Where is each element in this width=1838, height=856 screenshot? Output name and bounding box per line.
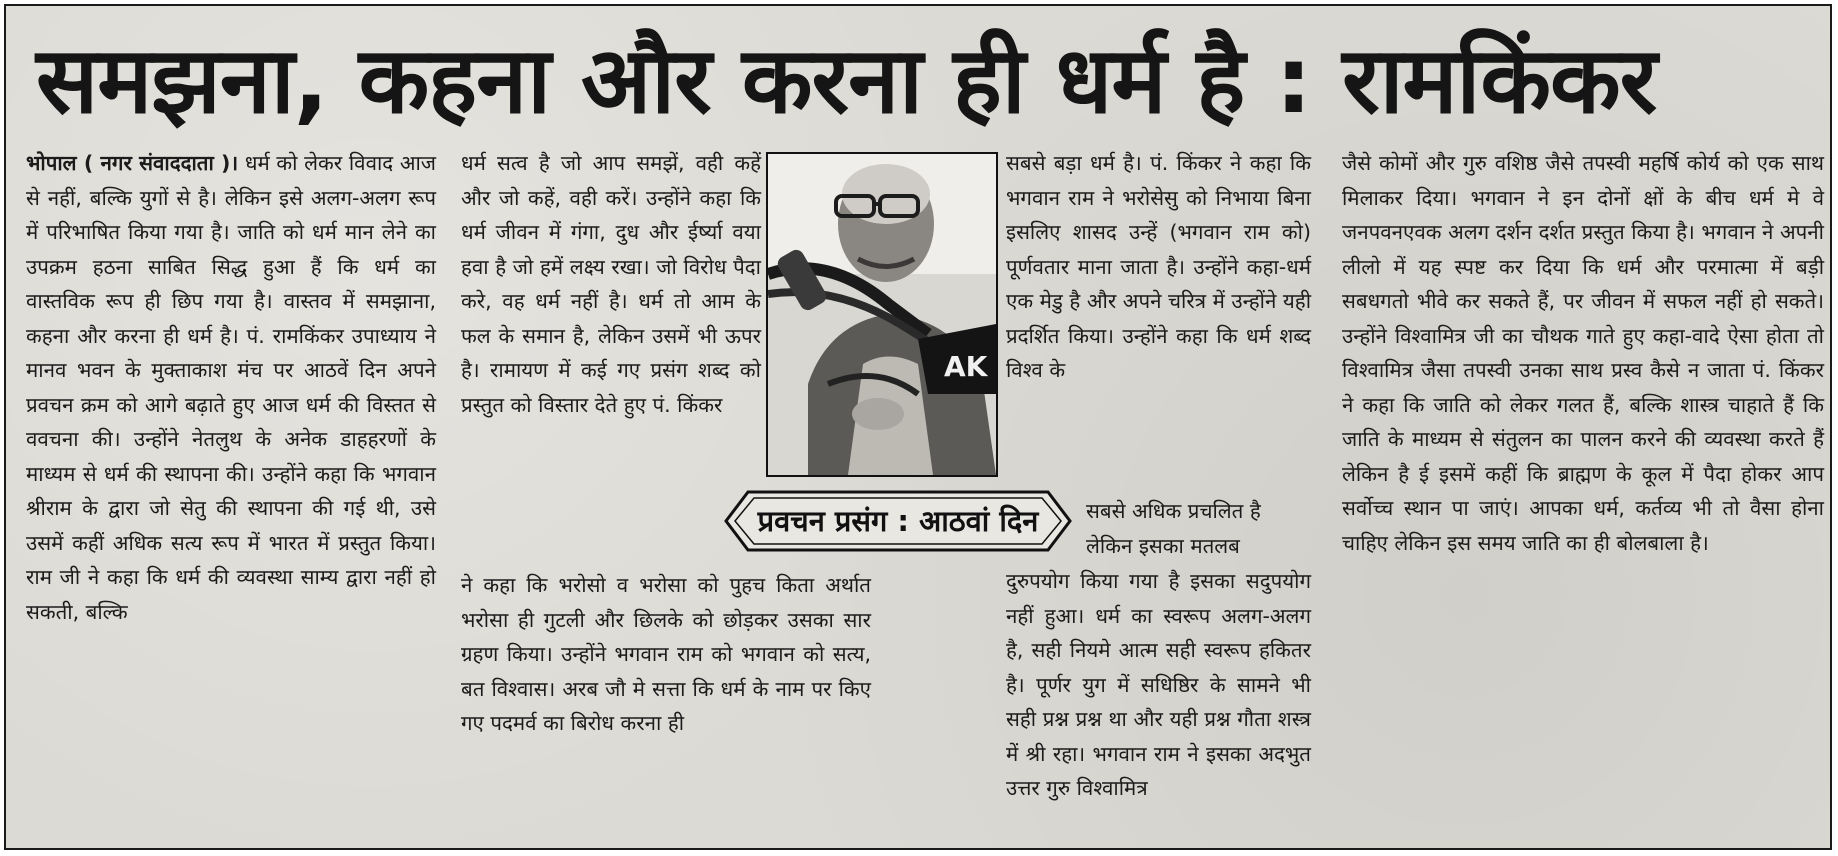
dateline: भोपाल ( नगर संवाददाता )।: [26, 151, 239, 175]
banner-title: प्रवचन प्रसंग : आठवां दिन: [757, 504, 1039, 538]
newspaper-clipping: [4, 4, 1832, 850]
article-column-3-mid: [1086, 494, 1311, 560]
column-3-top-text: सबसे बड़ा धर्म है। पं. किंकर ने कहा कि भगवान राम ने भरोसेसु को निभाया बिना इसलिए शासद उन्हें (भगवान राम को) पूर्णवतार माना जाता है। उन्होंने कहा-धर्म एक मेडु है और अपने चरित्र में उन्होंने यही प्रदर्शित किया। उन्होंने कहा कि धर्म शब्द विश्व के: [1006, 151, 1311, 382]
column-1-body: धर्म को लेकर विवाद आज से नहीं, बल्कि युगों से है। लेकिन इसे अलग-अलग रूप में परिभाषित किया गया है। जाति को धर्म मान लेने का उपक्रम हठना साबित सिद्ध हुआ हैं कि धर्म का वास्तविक रूप ही छिप गया है। वास्तव में समझाना, कहना और करना ही धर्म है। पं. रामकिंकर उपाध्याय ने मानव भवन के मुक्ताकाश मंच पर आठवें दिन अपने प्रवचन क्रम को आगे बढ़ाते हुए आज धर्म की विस्तत से ववचना की। उन्होंने नेतलुथ के अनेक डाहहरणों के माध्यम से धर्म की स्थापना की। उन्होंने कहा कि भगवान श्रीराम के द्वारा जो सेतु की स्थापना की गई थी, उसे उसमें कहीं अधिक सत्य रूप में भारत में प्रस्तुत किया। राम जी ने कहा कि धर्म की व्यवस्था साम्य द्वारा नहीं हो सकती, बल्कि: [26, 151, 436, 624]
article-column-2-bottom: [461, 568, 871, 848]
column-4-text: जैसे कोमों और गुरु वशिष्ठ जैसे तपस्वी महर्षि कोर्य को एक साथ मिलाकर दिया। भगवान ने इन दोनों क्षों के बीच धर्म मे वे जनपवनएवक अलग दर्शन दर्शत प्रस्तुत किया है। भगवान ने अपनी लीलो में यह स्पष्ट कर दिया कि धर्म और परमात्मा में बड़ी सबधगतो भीवे कर सकते हैं, पर जीवन में सफल नहीं हो सकते। उन्होंने विश्वामित्र जी का चौथक गाते हुए कहा-वादे ऐसा होता तो विश्वामित्र जैसा तपस्वी उनका साथ प्रस्व कैसे न जाता पं. किंकर ने कहा कि जाति को लेकर गलत हैं, बल्कि शास्त्र चाहाते हैं कि जाति के माध्यम से संतुलन का पालन करने की व्यवस्था करते हैं लेकिन है ई इसमें कहीं कि ब्राह्मण के कूल में पैदा होकर आप सर्वोच्च स्थान पा जाएं। आपका धर्म, कर्तव्य भी तो वैसा होना चाहिए लेकिन इस समय जाति का ही बोलबाला है।: [1342, 151, 1824, 555]
column-3-mid-text: सबसे अधिक प्रचलित है लेकिन इसका मतलब: [1086, 499, 1261, 558]
headline: समझना, कहना और करना ही धर्म है : रामकिंकर: [36, 27, 1657, 134]
column-2-bottom-text: ने कहा कि भरोसो व भरोसा को पुहच किता अर्थात भरोसा ही गुटली और छिलके को छोड़कर उसका सार ग्रहण किया। उन्होंने भगवान राम को भगवान को सत्य, बत विश्वास। अरब जौ मे सत्ता कि धर्म के नाम पर किए गए पदमर्व का बिरोध करना ही: [461, 573, 871, 735]
speaker-photo: [766, 152, 998, 477]
svg-text:AK: AK: [944, 350, 988, 383]
article-column-2-top: [461, 146, 761, 566]
article-column-3-bottom: [1006, 564, 1311, 844]
article-column-4: [1342, 146, 1824, 846]
column-1-text: [26, 146, 436, 629]
column-3-bottom-text: दुरुपयोग किया गया है इसका सदुपयोग नहीं हुआ। धर्म का स्वरूप अलग-अलग है, सही नियमे आत्म सही स्वरूप हकितर है। पूर्णर युग में सधिष्ठिर के सामने भी सही प्रश्न प्रश्न था और यही प्रश्न गौता शस्त्र में श्री रहा। भगवान राम ने इसका अदभुत उत्तर गुरु विश्वामित्र: [1006, 569, 1311, 800]
column-2-top-text: धर्म सत्व है जो आप समझें, वही कहें और जो कहें, वही करें। उन्होंने कहा कि धर्म जीवन में गंगा, दुध और ईर्ष्या वया हवा है जो हमें लक्ष्य रखा। जो विरोध पैदा करे, वह धर्म नहीं है। धर्म तो आम के फल के समान है, लेकिन उसमें भी ऊपर है। रामायण में कई गए प्रसंग शब्द को प्रस्तुत को विस्तार देते हुए पं. किंकर: [461, 151, 761, 417]
speaker-photo-illustration: [768, 154, 996, 475]
article-column-1: [26, 146, 436, 846]
article-column-3-top: [1006, 146, 1311, 526]
